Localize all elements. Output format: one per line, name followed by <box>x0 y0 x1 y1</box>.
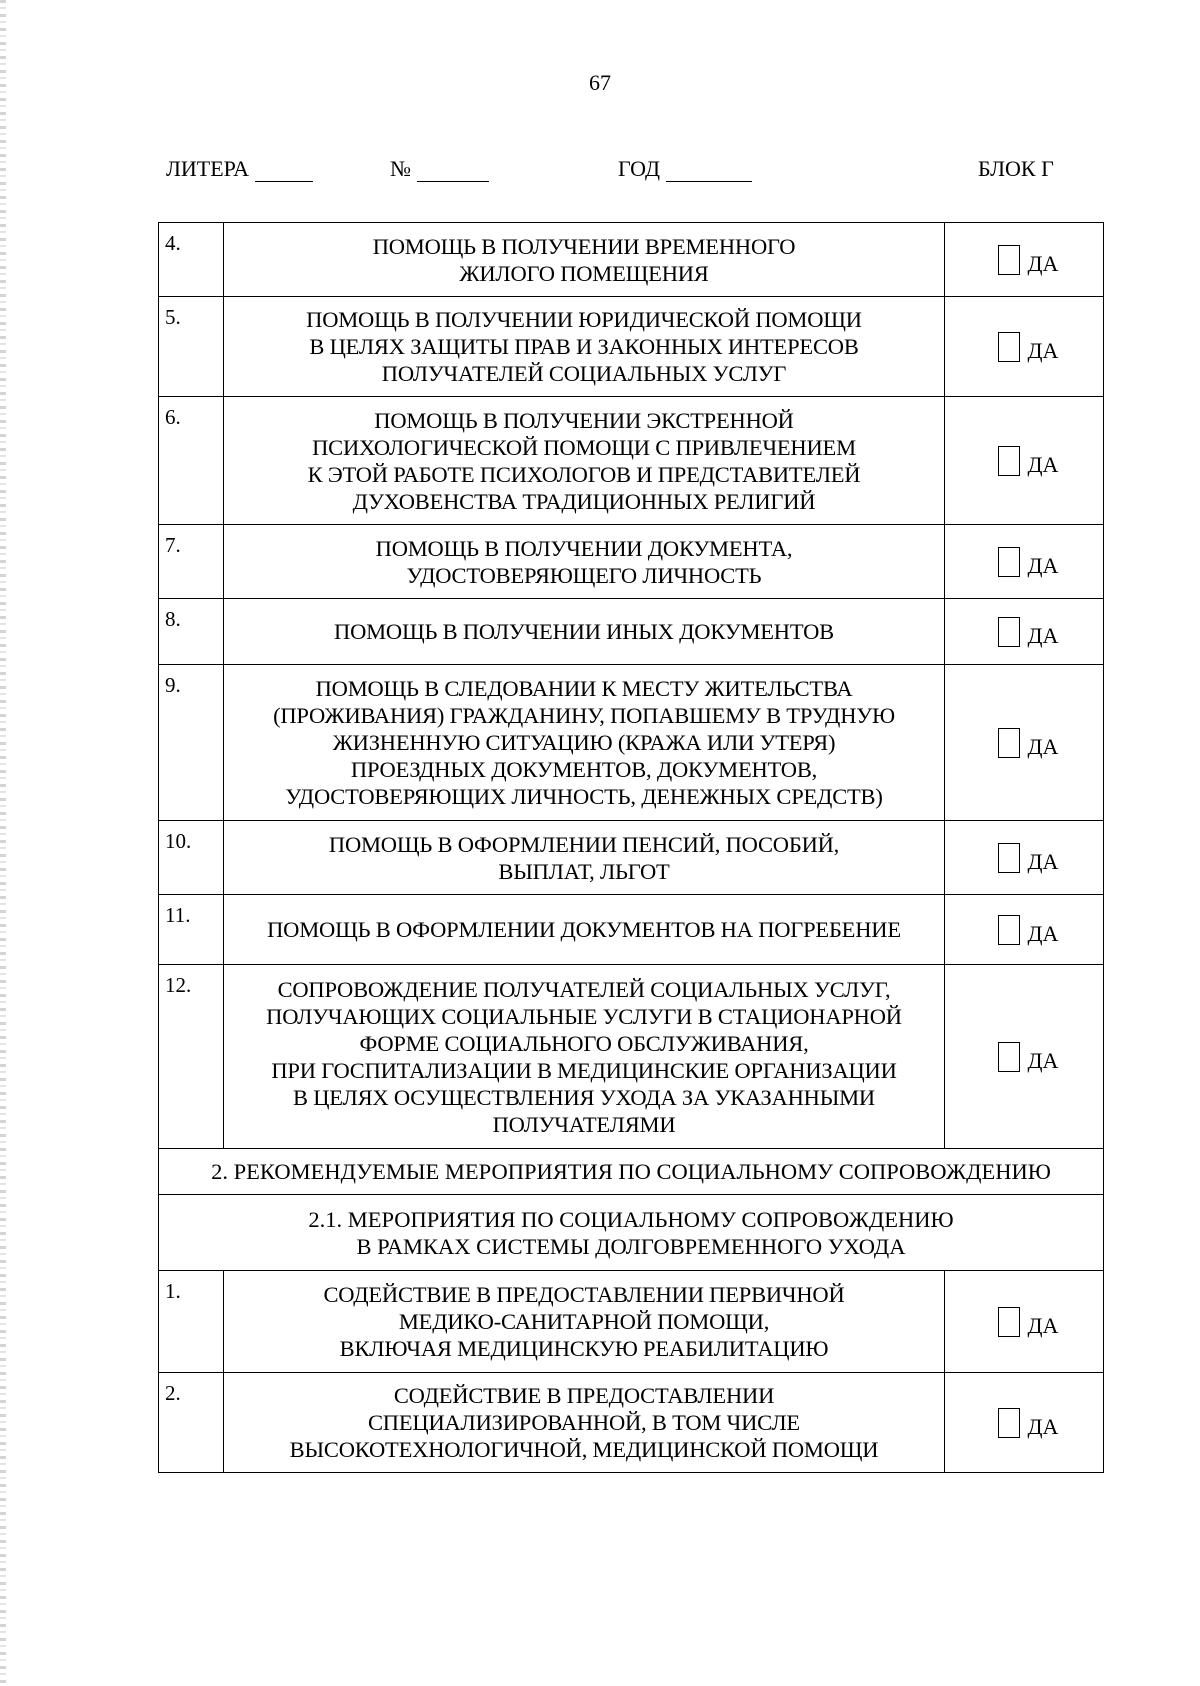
yes-checkbox[interactable] <box>998 245 1020 275</box>
table-row <box>159 397 1104 525</box>
yes-label: ДА <box>1027 1312 1059 1338</box>
checkbox-cell <box>945 223 1104 297</box>
yes-label: ДА <box>1027 250 1059 276</box>
yes-label: ДА <box>1027 733 1059 759</box>
checkbox-cell <box>945 297 1104 397</box>
section-2-1-title <box>159 1195 1104 1271</box>
description-line: ПОМОЩЬ В ПОЛУЧЕНИИ ЭКСТРЕННОЙ <box>374 407 794 433</box>
checkbox-cell <box>945 895 1104 965</box>
yes-label: ДА <box>1027 622 1059 648</box>
god-blank[interactable] <box>666 159 752 182</box>
description-line: ПОМОЩЬ В ОФОРМЛЕНИИ ДОКУМЕНТОВ НА ПОГРЕБЕНИЕ <box>267 917 901 942</box>
table-row <box>159 821 1104 895</box>
item-description <box>224 599 945 665</box>
litera-blank[interactable] <box>255 159 313 182</box>
item-description <box>224 1271 945 1373</box>
item-description <box>224 665 945 821</box>
description-line: ПОМОЩЬ В ОФОРМЛЕНИИ ПЕНСИЙ, ПОСОБИЙ, <box>328 831 840 857</box>
description-line: ПОЛУЧАТЕЛЕЙ СОЦИАЛЬНЫХ УСЛУГ <box>381 361 787 386</box>
yes-label: ДА <box>1027 1413 1059 1439</box>
yes-label: ДА <box>1027 848 1059 874</box>
yes-label: ДА <box>1027 337 1059 363</box>
checkbox-group <box>945 1307 1103 1337</box>
item-description <box>224 223 945 297</box>
description-line: ПОЛУЧАТЕЛЯМИ <box>492 1111 676 1137</box>
description-line: В ЦЕЛЯХ ОСУЩЕСТВЛЕНИЯ УХОДА ЗА УКАЗАННЫМИ <box>293 1084 875 1110</box>
checkbox-cell <box>945 821 1104 895</box>
description-line: ВЫПЛАТ, ЛЬГОТ <box>498 858 670 884</box>
table-row <box>159 965 1104 1149</box>
description-line: (ПРОЖИВАНИЯ) ГРАЖДАНИНУ, ПОПАВШЕМУ В ТРУДНУЮ <box>273 703 895 728</box>
item-number: 8. <box>159 599 224 665</box>
item-description <box>224 525 945 599</box>
services-table <box>158 222 1104 1473</box>
table-row <box>159 1271 1104 1373</box>
description-line: ПОМОЩЬ В СЛЕДОВАНИИ К МЕСТУ ЖИТЕЛЬСТВА <box>315 676 853 701</box>
blok-label: БЛОК Г <box>978 156 1054 181</box>
description-line: ВКЛЮЧАЯ МЕДИЦИНСКУЮ РЕАБИЛИТАЦИЮ <box>339 1336 829 1361</box>
checkbox-cell <box>945 599 1104 665</box>
item-description <box>224 965 945 1149</box>
yes-checkbox[interactable] <box>998 728 1020 758</box>
description-line: СОДЕЙСТВИЕ В ПРЕДОСТАВЛЕНИИ <box>393 1383 775 1408</box>
yes-label: ДА <box>1027 1047 1059 1073</box>
subsection-title-line: В РАМКАХ СИСТЕМЫ ДОЛГОВРЕМЕННОГО УХОДА <box>356 1233 906 1259</box>
table-row <box>159 665 1104 821</box>
description-line: ВЫСОКОТЕХНОЛОГИЧНОЙ, МЕДИЦИНСКОЙ ПОМОЩИ <box>289 1437 879 1462</box>
description-line: СОПРОВОЖДЕНИЕ ПОЛУЧАТЕЛЕЙ СОЦИАЛЬНЫХ УСЛУГ, <box>277 976 891 1002</box>
item-number: 12. <box>159 965 224 1149</box>
checkbox-group <box>945 843 1103 873</box>
checkbox-group <box>945 446 1103 476</box>
nomer-label: № <box>390 156 411 181</box>
table-row <box>159 895 1104 965</box>
description-line: ПРИ ГОСПИТАЛИЗАЦИИ В МЕДИЦИНСКИЕ ОРГАНИЗАЦИИ <box>271 1057 897 1083</box>
item-description <box>224 1373 945 1473</box>
item-description <box>224 397 945 525</box>
god-label: ГОД <box>618 156 660 181</box>
yes-checkbox[interactable] <box>998 547 1020 577</box>
checkbox-cell <box>945 965 1104 1149</box>
checkbox-group <box>945 547 1103 577</box>
description-line: ПОЛУЧАЮЩИХ СОЦИАЛЬНЫЕ УСЛУГИ В СТАЦИОНАРНОЙ <box>266 1003 902 1029</box>
description-line: СОДЕЙСТВИЕ В ПРЕДОСТАВЛЕНИИ ПЕРВИЧНОЙ <box>323 1282 845 1307</box>
nomer-blank[interactable] <box>417 159 489 182</box>
description-line: ПСИХОЛОГИЧЕСКОЙ ПОМОЩИ С ПРИВЛЕЧЕНИЕМ <box>312 434 856 460</box>
item-description <box>224 895 945 965</box>
item-number: 10. <box>159 821 224 895</box>
table-row <box>159 223 1104 297</box>
checkbox-group <box>945 332 1103 362</box>
yes-checkbox[interactable] <box>998 1307 1020 1337</box>
description-line: В ЦЕЛЯХ ЗАЩИТЫ ПРАВ И ЗАКОННЫХ ИНТЕРЕСОВ <box>309 334 859 359</box>
checkbox-cell <box>945 397 1104 525</box>
page-number: 67 <box>589 70 611 95</box>
checkbox-cell <box>945 665 1104 821</box>
item-description <box>224 297 945 397</box>
checkbox-cell <box>945 525 1104 599</box>
checkbox-group <box>945 1408 1103 1438</box>
god-field <box>618 156 752 182</box>
checkbox-group <box>945 1042 1103 1072</box>
item-number: 9. <box>159 665 224 821</box>
item-number: 5. <box>159 297 224 397</box>
description-line: УДОСТОВЕРЯЮЩИХ ЛИЧНОСТЬ, ДЕНЕЖНЫХ СРЕДСТВ) <box>285 784 883 809</box>
description-line: ПОМОЩЬ В ПОЛУЧЕНИИ ДОКУМЕНТА, <box>375 535 793 561</box>
yes-checkbox[interactable] <box>998 843 1020 873</box>
item-description <box>224 821 945 895</box>
yes-checkbox[interactable] <box>998 915 1020 945</box>
yes-checkbox[interactable] <box>998 1042 1020 1072</box>
description-line: ПРОЕЗДНЫХ ДОКУМЕНТОВ, ДОКУМЕНТОВ, <box>350 757 818 782</box>
yes-checkbox[interactable] <box>998 446 1020 476</box>
item-number: 6. <box>159 397 224 525</box>
description-line: ФОРМЕ СОЦИАЛЬНОГО ОБСЛУЖИВАНИЯ, <box>359 1030 809 1056</box>
yes-checkbox[interactable] <box>998 332 1020 362</box>
item-number: 2. <box>159 1373 224 1473</box>
subsection-header-row <box>159 1195 1104 1271</box>
section-2-title: 2. РЕКОМЕНДУЕМЫЕ МЕРОПРИЯТИЯ ПО СОЦИАЛЬНОМУ СОПРОВОЖДЕНИЮ <box>159 1149 1104 1195</box>
table-row <box>159 1373 1104 1473</box>
litera-field <box>166 156 313 182</box>
yes-label: ДА <box>1027 451 1059 477</box>
yes-label: ДА <box>1027 552 1059 578</box>
item-number: 4. <box>159 223 224 297</box>
table-row <box>159 297 1104 397</box>
checkbox-cell <box>945 1373 1104 1473</box>
description-line: ПОМОЩЬ В ПОЛУЧЕНИИ ИНЫХ ДОКУМЕНТОВ <box>334 619 834 644</box>
item-number: 1. <box>159 1271 224 1373</box>
litera-label: ЛИТЕРА <box>166 156 249 181</box>
scan-edge-artifact <box>0 0 6 1686</box>
table-row <box>159 525 1104 599</box>
description-line: ЖИЗНЕННУЮ СИТУАЦИЮ (КРАЖА ИЛИ УТЕРЯ) <box>332 730 836 755</box>
description-line: МЕДИКО-САНИТАРНОЙ ПОМОЩИ, <box>398 1309 770 1334</box>
yes-label: ДА <box>1027 920 1059 946</box>
table-row <box>159 599 1104 665</box>
checkbox-group <box>945 728 1103 758</box>
yes-checkbox[interactable] <box>998 1408 1020 1438</box>
checkbox-cell <box>945 1271 1104 1373</box>
description-line: К ЭТОЙ РАБОТЕ ПСИХОЛОГОВ И ПРЕДСТАВИТЕЛЕЙ <box>307 461 861 487</box>
description-line: ПОМОЩЬ В ПОЛУЧЕНИИ ЮРИДИЧЕСКОЙ ПОМОЩИ <box>306 307 862 332</box>
description-line: ПОМОЩЬ В ПОЛУЧЕНИИ ВРЕМЕННОГО <box>372 233 796 259</box>
checkbox-group <box>945 915 1103 945</box>
form-header <box>0 156 1200 186</box>
nomer-field <box>390 156 489 182</box>
checkbox-group <box>945 245 1103 275</box>
description-line: ЖИЛОГО ПОМЕЩЕНИЯ <box>459 260 709 286</box>
description-line: ДУХОВЕНСТВА ТРАДИЦИОННЫХ РЕЛИГИЙ <box>352 488 816 514</box>
checkbox-group <box>945 617 1103 647</box>
item-number: 11. <box>159 895 224 965</box>
item-number: 7. <box>159 525 224 599</box>
section-header-row <box>159 1149 1104 1195</box>
description-line: СПЕЦИАЛИЗИРОВАННОЙ, В ТОМ ЧИСЛЕ <box>368 1410 800 1435</box>
description-line: УДОСТОВЕРЯЮЩЕГО ЛИЧНОСТЬ <box>406 562 762 588</box>
subsection-title-line: 2.1. МЕРОПРИЯТИЯ ПО СОЦИАЛЬНОМУ СОПРОВОЖДЕНИЮ <box>308 1206 954 1232</box>
yes-checkbox[interactable] <box>998 617 1020 647</box>
